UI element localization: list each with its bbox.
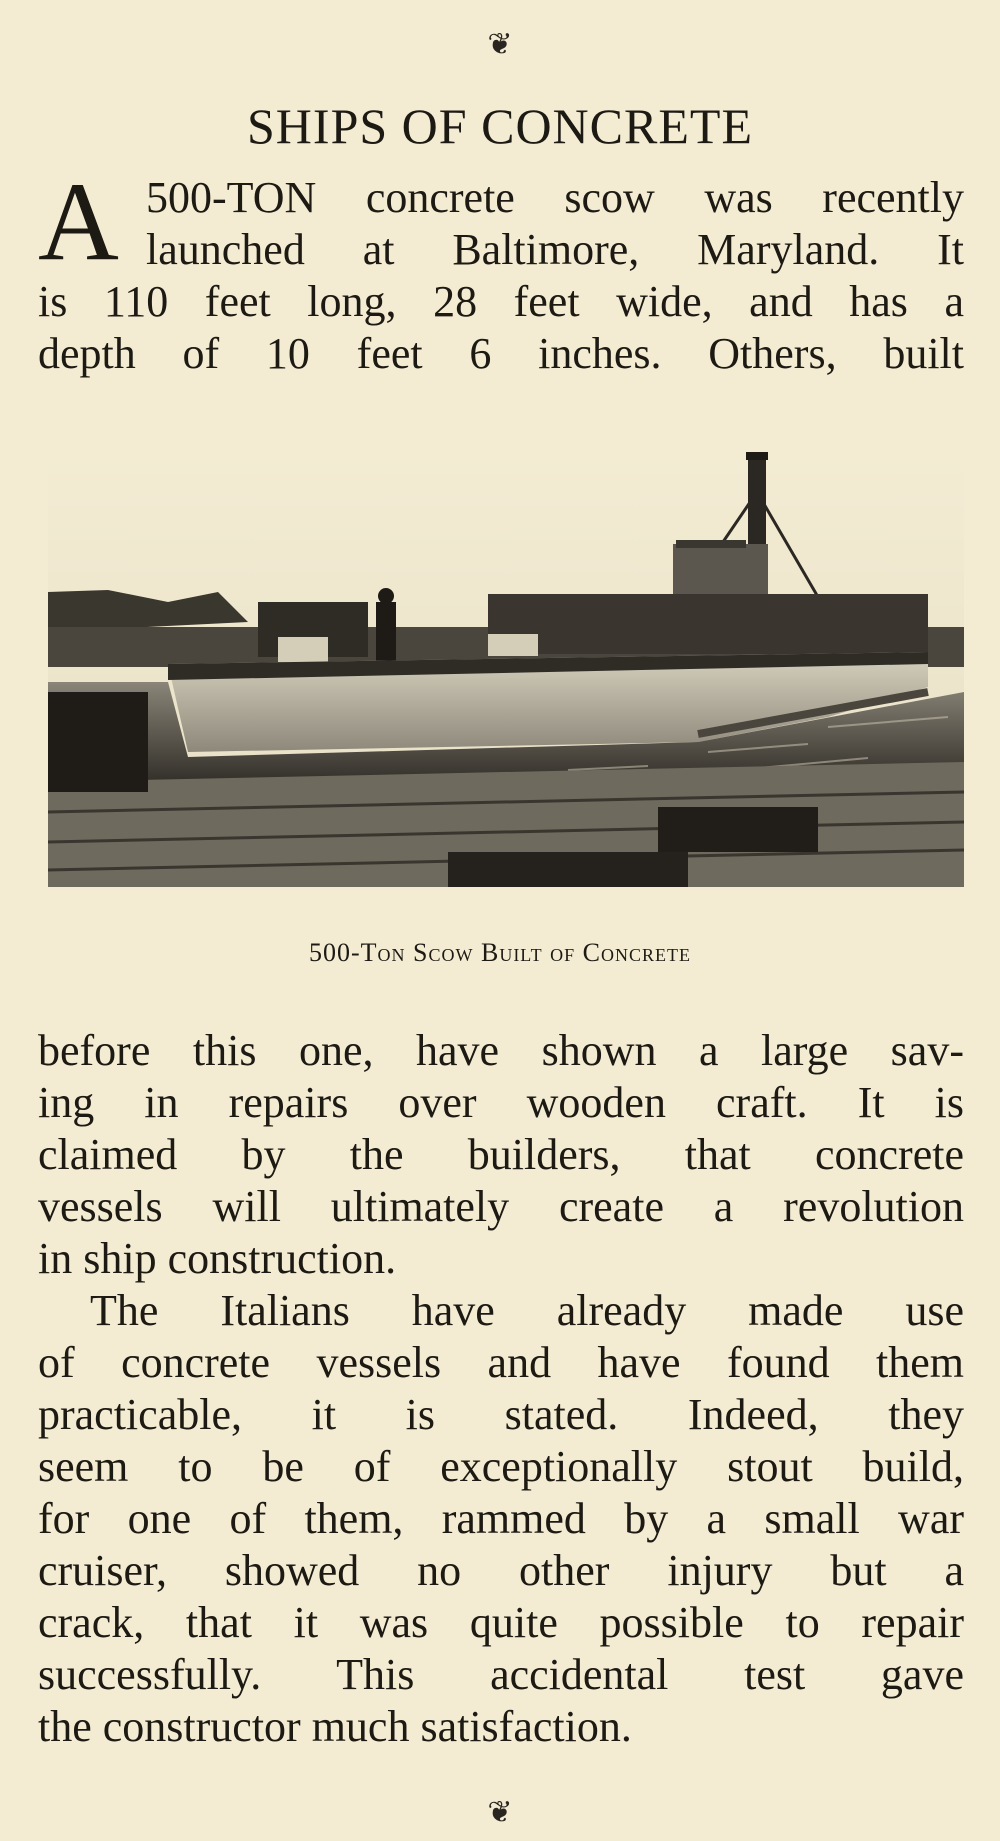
text-line: before this one, have shown a large sav- [38, 1026, 964, 1075]
text-line: The Italians have already made use [90, 1286, 964, 1335]
text-line: ing in repairs over wooden craft. It is [38, 1078, 964, 1127]
text-line: seem to be of exceptionally stout build, [38, 1442, 964, 1491]
text-line: claimed by the builders, that concrete [38, 1130, 964, 1179]
text-line: 500-TON concrete scow was recently [146, 173, 964, 222]
text-line: crack, that it was quite possible to repair [38, 1598, 964, 1647]
text-line: of concrete vessels and have found them [38, 1338, 964, 1387]
text-line: depth of 10 feet 6 inches. Others, built [38, 329, 964, 378]
top-ornament-icon: ❦ [487, 27, 513, 62]
text-line: practicable, it is stated. Indeed, they [38, 1390, 964, 1439]
body-text [38, 1025, 964, 1753]
text-line: cruiser, showed no other injury but a [38, 1546, 964, 1595]
text-line: vessels will ultimately create a revolution [38, 1182, 964, 1231]
text-line: successfully. This accidental test gave [38, 1650, 964, 1699]
text-line: is 110 feet long, 28 feet wide, and has a [38, 277, 964, 326]
opening-paragraph [38, 172, 964, 380]
text-line: the constructor much satisfaction. [38, 1702, 632, 1751]
text-line: for one of them, rammed by a small war [38, 1494, 964, 1543]
page-title: SHIPS OF CONCRETE [247, 98, 753, 154]
text-line: launched at Baltimore, Maryland. It [146, 225, 964, 274]
text-line: in ship construction. [38, 1234, 397, 1283]
caption-text: 500-Ton Scow Built of Concrete [308, 938, 691, 967]
photo-caption [0, 938, 1000, 968]
scow-photo-image [48, 452, 964, 887]
bottom-ornament-icon: ❦ [487, 1795, 513, 1830]
drop-cap: A [38, 160, 119, 284]
scow-photograph [48, 452, 964, 887]
